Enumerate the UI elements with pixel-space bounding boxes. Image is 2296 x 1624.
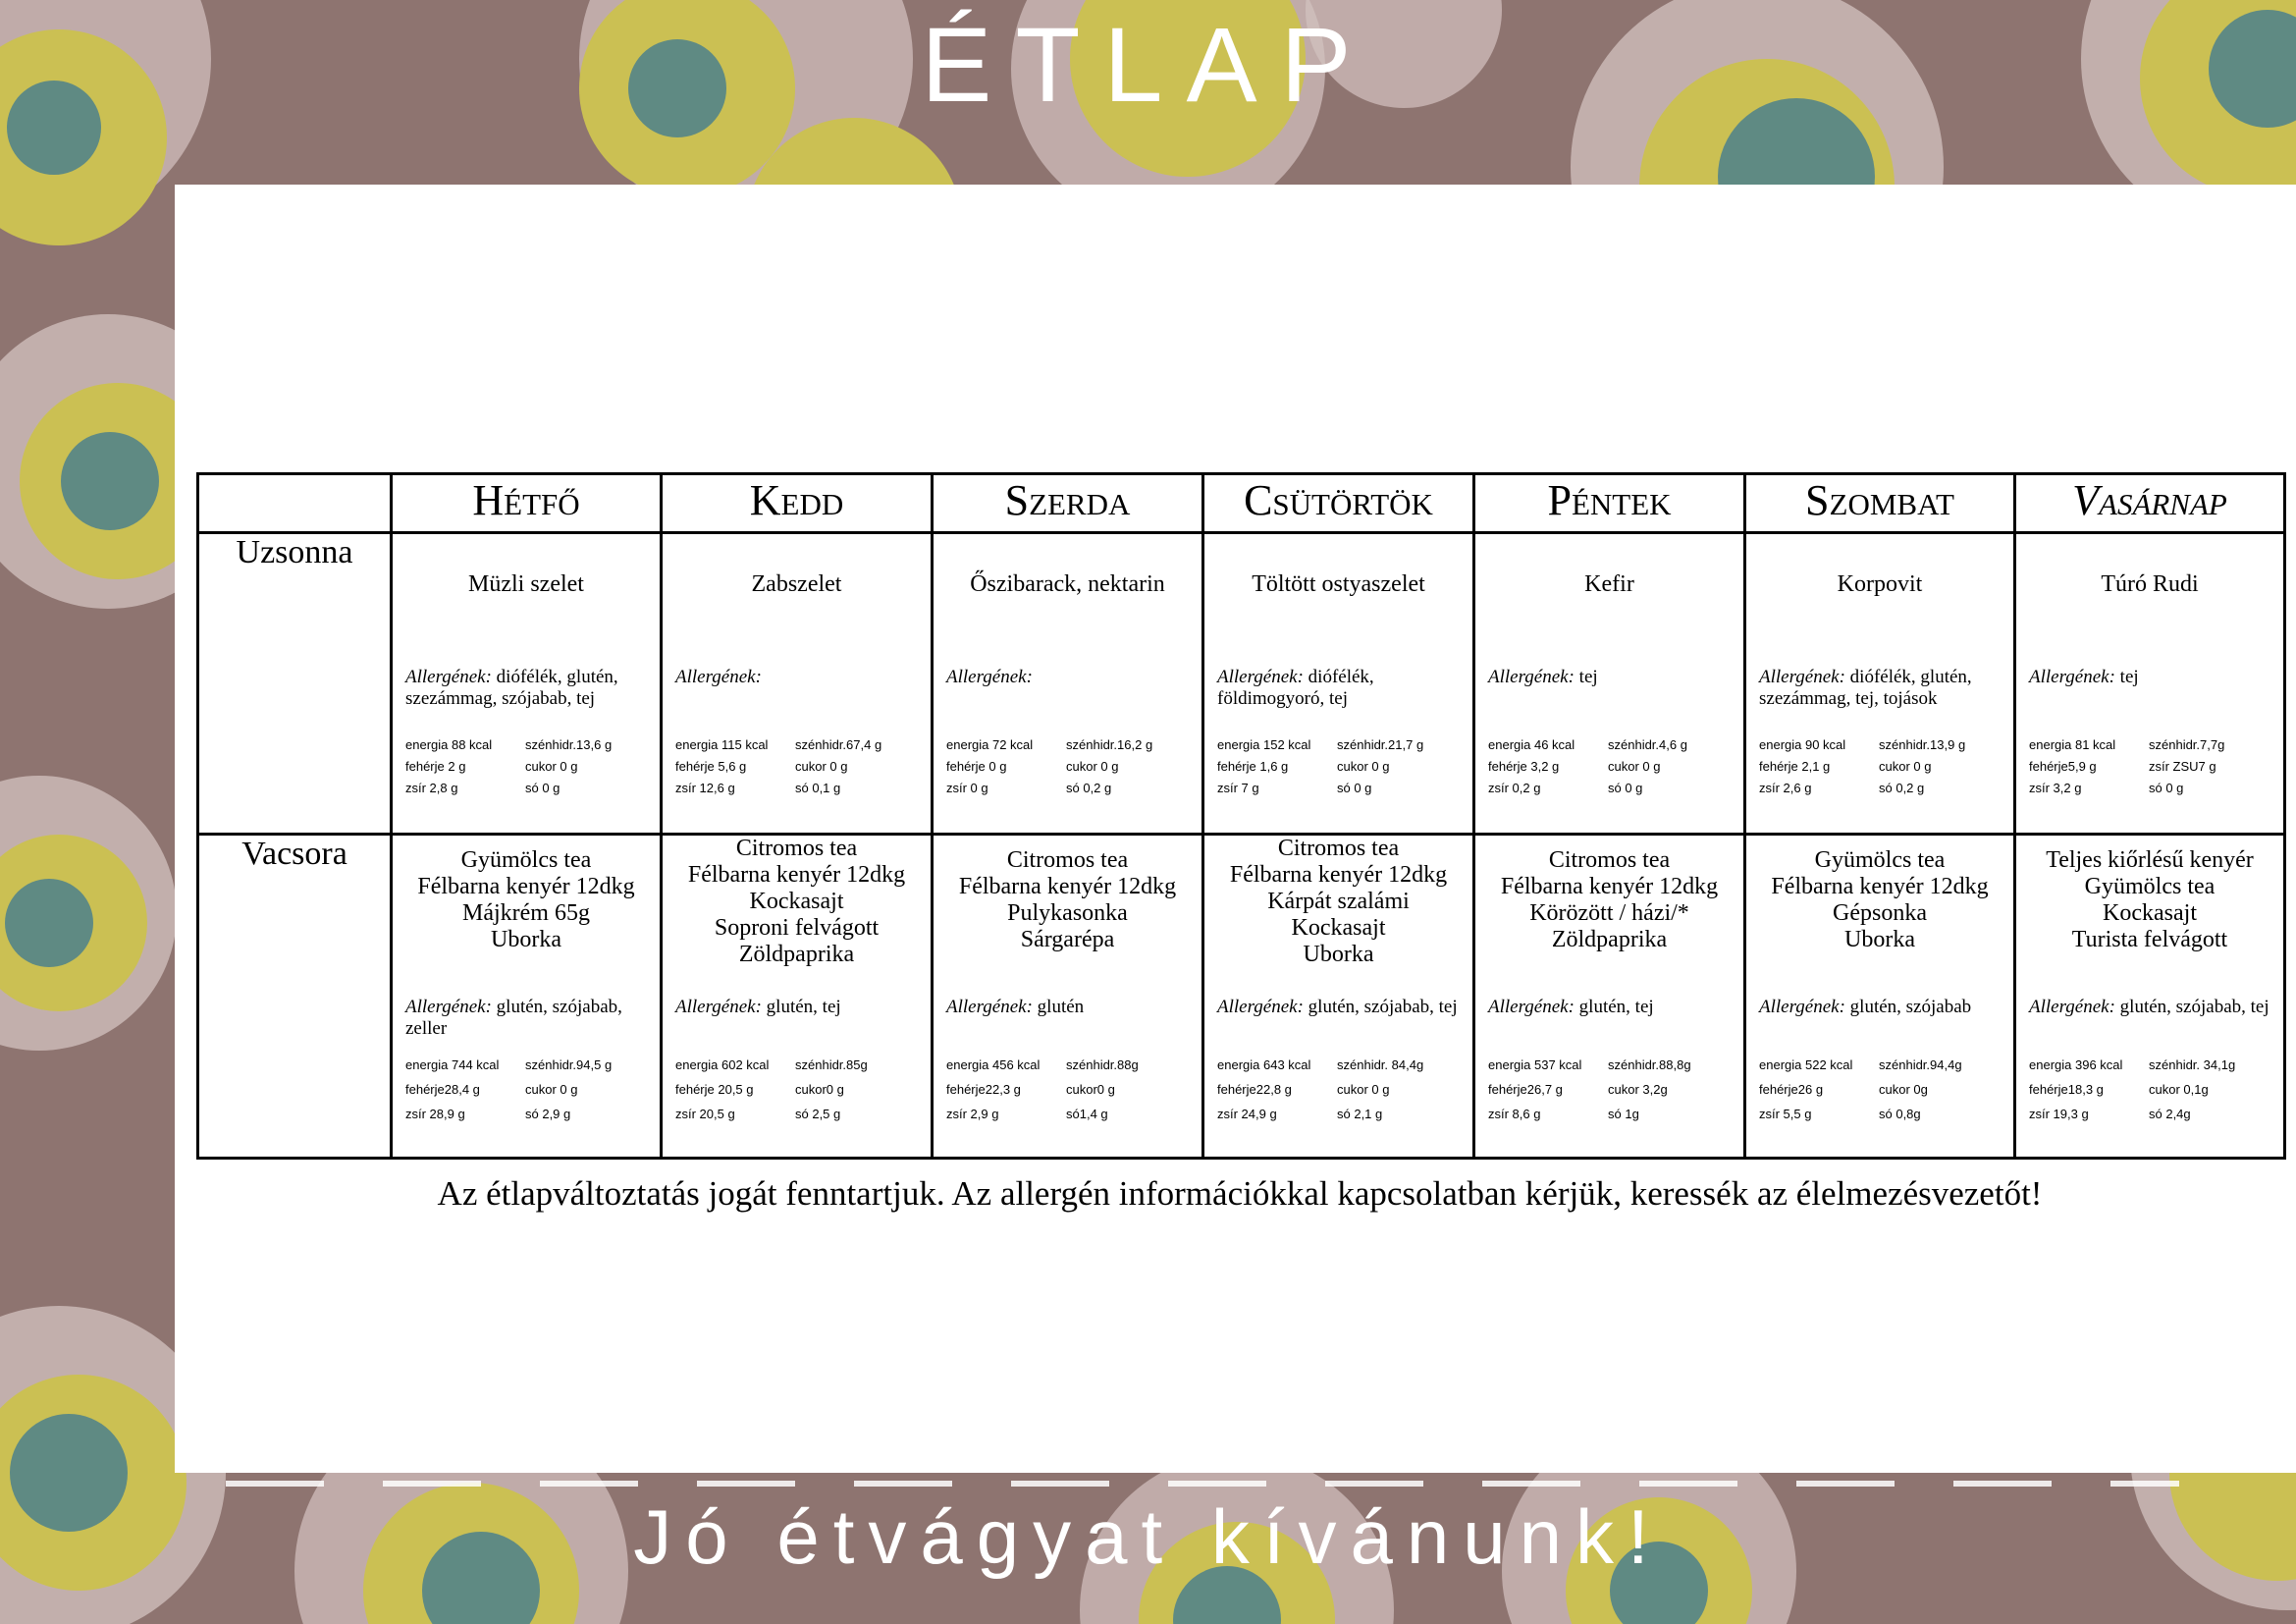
sugar-value: cukor 0 g: [795, 759, 848, 774]
sugar-value: cukor 0,1g: [2149, 1082, 2209, 1097]
header-corner: [198, 474, 392, 533]
salt-value: só 0 g: [525, 781, 561, 795]
energy-value: energia 115 kcal: [675, 737, 769, 752]
vacsora-cell: [2015, 835, 2285, 1159]
sugar-value: cukor 0 g: [1879, 759, 1932, 774]
protein-value: fehérje 5,6 g: [675, 759, 747, 774]
nutrition-info: [2029, 1053, 2279, 1126]
energy-value: energia 152 kcal: [1217, 737, 1311, 752]
allergen-info: [1217, 667, 1465, 710]
dish-list: [663, 836, 931, 968]
allergen-list: glutén, szójabab, tej: [2119, 997, 2269, 1017]
uzsonna-cell: [1474, 533, 1745, 835]
dish-item: Gyümölcs tea: [1814, 847, 1946, 873]
carb-value: szénhidr.7,7g: [2149, 737, 2225, 752]
dish-name: Túró Rudi: [2101, 571, 2199, 597]
energy-value: energia 537 kcal: [1488, 1057, 1582, 1072]
dish-item: Gyümölcs tea: [2084, 874, 2216, 899]
energy-value: energia 744 kcal: [405, 1057, 500, 1072]
carb-value: szénhidr.88g: [1066, 1057, 1139, 1072]
dish-item: Félbarna kenyér 12dkg: [1500, 874, 1719, 899]
protein-value: fehérje 2 g: [405, 759, 466, 774]
sugar-value: cukor 0 g: [525, 1082, 578, 1097]
allergen-list: glutén: [1037, 997, 1085, 1017]
salt-value: só 1g: [1608, 1107, 1639, 1121]
dish-item: Félbarna kenyér 12dkg: [1771, 874, 1989, 899]
salt-value: só 2,1 g: [1337, 1107, 1383, 1121]
dish-name: Zabszelet: [751, 571, 842, 597]
protein-value: fehérje28,4 g: [405, 1082, 480, 1097]
allergen-label: Allergének:: [675, 997, 762, 1017]
salt-value: só 2,4g: [2149, 1107, 2191, 1121]
menu-disclaimer: Az étlapváltoztatás jogát fenntartjuk. Az allergén információkkal kapcsolatban kérjük, keressék az élelmezésvezetőt!: [437, 1174, 2043, 1213]
dish-item: Citromos tea: [1277, 836, 1400, 861]
energy-value: energia 602 kcal: [675, 1057, 770, 1072]
dish-item: Soproni felvágott: [714, 915, 880, 941]
uzsonna-cell: [933, 533, 1203, 835]
protein-value: fehérje 3,2 g: [1488, 759, 1560, 774]
dish-item: Kockasajt: [2103, 900, 2197, 926]
dish-item: Citromos tea: [1006, 847, 1129, 873]
protein-value: fehérje5,9 g: [2029, 759, 2097, 774]
sugar-value: cukor 0g: [1879, 1082, 1928, 1097]
nutrition-info: [1759, 1053, 2009, 1126]
protein-value: fehérje 2,1 g: [1759, 759, 1831, 774]
uzsonna-cell: [1203, 533, 1474, 835]
fat-value: zsír 7 g: [1217, 781, 1259, 795]
sugar-value: cukor 0 g: [1337, 1082, 1390, 1097]
fat-value: zsír 0,2 g: [1488, 781, 1541, 795]
fat-value: zsír 2,6 g: [1759, 781, 1812, 795]
fat-value: zsír 5,5 g: [1759, 1107, 1812, 1121]
dish-list: [1746, 847, 2013, 953]
dish-item: Teljes kiőrlésű kenyér: [2046, 847, 2254, 873]
carb-value: szénhidr.13,6 g: [525, 737, 613, 752]
energy-value: energia 72 kcal: [946, 737, 1034, 752]
allergen-label: Allergének:: [946, 997, 1033, 1017]
dish-name: Őszibarack, nektarin: [970, 571, 1165, 597]
vacsora-cell: [1474, 835, 1745, 1159]
dish-item: Citromos tea: [1548, 847, 1671, 873]
allergen-label: Allergének:: [1488, 667, 1575, 687]
energy-value: energia 396 kcal: [2029, 1057, 2123, 1072]
salt-value: só 2,5 g: [795, 1107, 841, 1121]
allergen-info: [2029, 667, 2275, 688]
allergen-list: diófélék, glutén, szezámmag, tej, tojások: [1759, 667, 1972, 709]
nutrition-info: [1217, 734, 1468, 799]
uzsonna-cell: [662, 533, 933, 835]
allergen-info: [2029, 997, 2275, 1018]
day-header-wednesday: Szerda: [933, 474, 1203, 533]
protein-value: fehérje26,7 g: [1488, 1082, 1563, 1097]
allergen-label: Allergének:: [1759, 997, 1845, 1017]
day-header-saturday: Szombat: [1745, 474, 2015, 533]
carb-value: szénhidr.21,7 g: [1337, 737, 1424, 752]
dish-item: Gépsonka: [1833, 900, 1927, 926]
salt-value: só 0 g: [2149, 781, 2184, 795]
dish-item: Gyümölcs tea: [460, 847, 592, 873]
uzsonna-cell: [2015, 533, 2285, 835]
protein-value: fehérje 20,5 g: [675, 1082, 754, 1097]
dish-list: [2016, 847, 2283, 953]
energy-value: energia 88 kcal: [405, 737, 493, 752]
dish-item: Kockasajt: [1291, 915, 1386, 941]
energy-value: energia 81 kcal: [2029, 737, 2116, 752]
allergen-info: [405, 997, 652, 1040]
allergen-info: [946, 667, 1194, 688]
allergen-list: tej: [2119, 667, 2139, 687]
nutrition-info: [946, 734, 1198, 799]
allergen-list: tej: [1578, 667, 1598, 687]
vacsora-cell: [1745, 835, 2015, 1159]
carb-value: szénhidr.94,4g: [1879, 1057, 1962, 1072]
fat-value: zsír 24,9 g: [1217, 1107, 1277, 1121]
dish-item: Zöldpaprika: [1551, 927, 1668, 952]
allergen-label: Allergének:: [2029, 667, 2115, 687]
allergen-list: glutén, tej: [1578, 997, 1654, 1017]
dish-item: Sárgarépa: [1020, 927, 1115, 952]
allergen-list: glutén, szójabab, zeller: [405, 997, 622, 1039]
allergen-label: Allergének:: [1217, 997, 1304, 1017]
dish-name: Müzli szelet: [468, 571, 584, 597]
sugar-value: cukor 3,2g: [1608, 1082, 1668, 1097]
dish-list: [934, 847, 1201, 953]
allergen-label: Allergének:: [675, 667, 762, 687]
carb-value: szénhidr.4,6 g: [1608, 737, 1687, 752]
carb-value: szénhidr.94,5 g: [525, 1057, 613, 1072]
salt-value: só 0,8g: [1879, 1107, 1921, 1121]
fat-value: zsír 3,2 g: [2029, 781, 2082, 795]
carb-value: szénhidr. 34,1g: [2149, 1057, 2236, 1072]
salt-value: só 0,1 g: [795, 781, 841, 795]
sugar-value: zsír ZSU7 g: [2149, 759, 2216, 774]
allergen-info: [405, 667, 652, 710]
sugar-value: cukor0 g: [795, 1082, 844, 1097]
salt-value: só 2,9 g: [525, 1107, 571, 1121]
allergen-info: [1217, 997, 1465, 1018]
page-title: ÉTLAP: [921, 5, 1375, 124]
dish-item: Pulykasonka: [1007, 900, 1128, 926]
day-header-sunday: Vasárnap: [2015, 474, 2285, 533]
protein-value: fehérje18,3 g: [2029, 1082, 2104, 1097]
dish-item: Zöldpaprika: [738, 942, 855, 967]
dish-item: Citromos tea: [735, 836, 858, 861]
vacsora-cell: [662, 835, 933, 1159]
nutrition-info: [405, 1053, 656, 1126]
dish-list: [1204, 836, 1472, 968]
allergen-info: [1759, 997, 2005, 1018]
salt-value: só1,4 g: [1066, 1107, 1108, 1121]
nutrition-info: [1759, 734, 2009, 799]
dish-item: Félbarna kenyér 12dkg: [958, 874, 1177, 899]
sugar-value: cukor0 g: [1066, 1082, 1115, 1097]
dish-item: Kárpát szalámi: [1267, 889, 1410, 914]
dish-item: Májkrém 65g: [462, 900, 590, 926]
sugar-value: cukor 0 g: [525, 759, 578, 774]
weekly-menu-table: [196, 472, 2286, 1160]
dish-item: Uborka: [1844, 927, 1915, 952]
dish-item: Turista felvágott: [2071, 927, 2228, 952]
protein-value: fehérje22,3 g: [946, 1082, 1021, 1097]
row-label-uzsonna: Uzsonna: [198, 533, 392, 835]
day-header-thursday: Csütörtök: [1203, 474, 1474, 533]
vacsora-cell: [933, 835, 1203, 1159]
protein-value: fehérje 0 g: [946, 759, 1007, 774]
footer-slogan: Jó étvágyat kívánunk!: [633, 1493, 1663, 1580]
fat-value: zsír 8,6 g: [1488, 1107, 1541, 1121]
uzsonna-cell: [1745, 533, 2015, 835]
dish-item: Félbarna kenyér 12dkg: [417, 874, 635, 899]
fat-value: zsír 2,9 g: [946, 1107, 999, 1121]
day-header-monday: Hétfő: [392, 474, 662, 533]
nutrition-info: [1488, 1053, 1739, 1126]
dish-name: Kefir: [1584, 571, 1634, 597]
allergen-list: diófélék, földimogyoró, tej: [1217, 667, 1374, 709]
allergen-info: [675, 997, 923, 1018]
nutrition-info: [675, 734, 927, 799]
allergen-info: [1488, 667, 1735, 688]
allergen-label: Allergének:: [1217, 667, 1304, 687]
carb-value: szénhidr. 84,4g: [1337, 1057, 1424, 1072]
protein-value: fehérje26 g: [1759, 1082, 1824, 1097]
vacsora-cell: [392, 835, 662, 1159]
sugar-value: cukor 0 g: [1066, 759, 1119, 774]
dish-item: Körözött / házi/*: [1529, 900, 1689, 926]
energy-value: energia 456 kcal: [946, 1057, 1041, 1072]
dish-list: [1475, 847, 1743, 953]
salt-value: só 0 g: [1608, 781, 1643, 795]
nutrition-info: [1488, 734, 1739, 799]
carb-value: szénhidr.85g: [795, 1057, 868, 1072]
dish-item: Félbarna kenyér 12dkg: [687, 862, 906, 888]
fat-value: zsír 12,6 g: [675, 781, 735, 795]
energy-value: energia 46 kcal: [1488, 737, 1575, 752]
fat-value: zsír 28,9 g: [405, 1107, 465, 1121]
allergen-list: glutén, szójabab, tej: [1308, 997, 1458, 1017]
dish-item: Uborka: [1303, 942, 1374, 967]
dish-item: Uborka: [491, 927, 561, 952]
salt-value: só 0,2 g: [1879, 781, 1925, 795]
energy-value: energia 522 kcal: [1759, 1057, 1853, 1072]
day-header-tuesday: Kedd: [662, 474, 933, 533]
day-header-friday: Péntek: [1474, 474, 1745, 533]
fat-value: zsír 20,5 g: [675, 1107, 735, 1121]
dish-item: Félbarna kenyér 12dkg: [1229, 862, 1448, 888]
nutrition-info: [1217, 1053, 1468, 1126]
carb-value: szénhidr.13,9 g: [1879, 737, 1966, 752]
allergen-label: Allergének:: [2029, 997, 2115, 1017]
allergen-info: [1759, 667, 2005, 710]
allergen-label: Allergének:: [405, 667, 492, 687]
protein-value: fehérje 1,6 g: [1217, 759, 1289, 774]
protein-value: fehérje22,8 g: [1217, 1082, 1292, 1097]
allergen-info: [675, 667, 923, 688]
allergen-list: glutén, tej: [766, 997, 841, 1017]
allergen-label: Allergének:: [946, 667, 1033, 687]
fat-value: zsír 19,3 g: [2029, 1107, 2089, 1121]
allergen-label: Allergének:: [1759, 667, 1845, 687]
nutrition-info: [675, 1053, 927, 1126]
salt-value: só 0,2 g: [1066, 781, 1112, 795]
allergen-label: Allergének:: [405, 997, 492, 1017]
allergen-list: diófélék, glutén, szezámmag, szójabab, tej: [405, 667, 618, 709]
allergen-info: [1488, 997, 1735, 1018]
allergen-label: Allergének:: [1488, 997, 1575, 1017]
fat-value: zsír 2,8 g: [405, 781, 458, 795]
carb-value: szénhidr.88,8g: [1608, 1057, 1691, 1072]
energy-value: energia 90 kcal: [1759, 737, 1846, 752]
vacsora-cell: [1203, 835, 1474, 1159]
sugar-value: cukor 0 g: [1608, 759, 1661, 774]
nutrition-info: [405, 734, 656, 799]
row-label-vacsora: Vacsora: [198, 835, 392, 1159]
sugar-value: cukor 0 g: [1337, 759, 1390, 774]
carb-value: szénhidr.67,4 g: [795, 737, 882, 752]
fat-value: zsír 0 g: [946, 781, 988, 795]
dish-item: Kockasajt: [749, 889, 844, 914]
dish-name: Töltött ostyaszelet: [1252, 571, 1425, 597]
carb-value: szénhidr.16,2 g: [1066, 737, 1153, 752]
nutrition-info: [946, 1053, 1198, 1126]
salt-value: só 0 g: [1337, 781, 1372, 795]
energy-value: energia 643 kcal: [1217, 1057, 1311, 1072]
decorative-divider: [226, 1481, 2179, 1487]
dish-name: Korpovit: [1837, 571, 1923, 597]
nutrition-info: [2029, 734, 2279, 799]
allergen-info: [946, 997, 1194, 1018]
dish-list: [393, 847, 660, 953]
allergen-list: glutén, szójabab: [1849, 997, 1972, 1017]
uzsonna-cell: [392, 533, 662, 835]
